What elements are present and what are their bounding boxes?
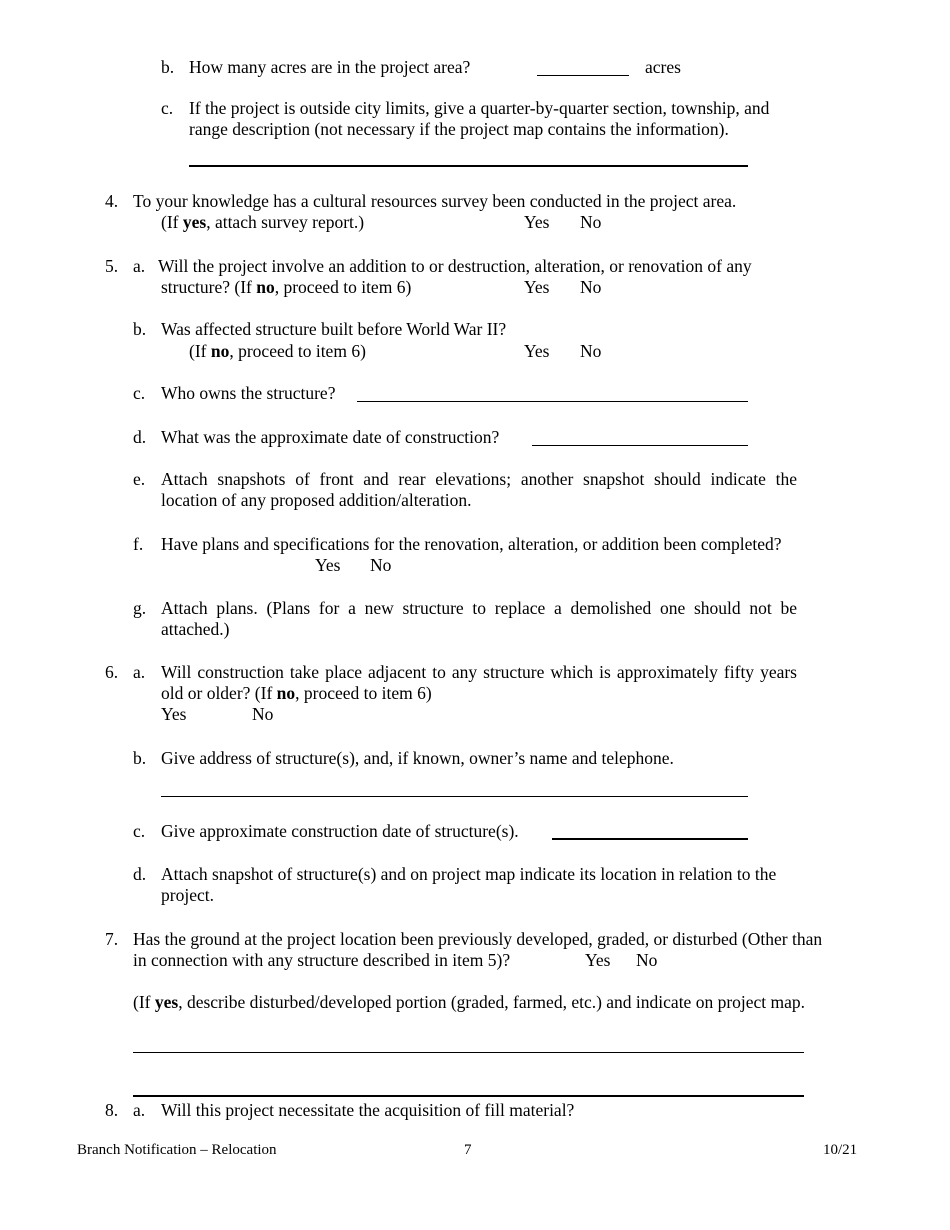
q5f-text: Have plans and specifications for the renovation, alteration, or addition been completed? [161,534,782,554]
footer-page-number: 7 [464,1142,472,1158]
q5f-yes-option[interactable]: Yes [315,555,341,575]
footer-date: 10/21 [823,1142,858,1158]
q7-note: (If yes, describe disturbed/developed portion (graded, farmed, etc.) and indicate on project map. [133,992,806,1012]
q5f-no-option[interactable]: No [370,555,392,575]
q3b-unit: acres [645,57,681,77]
q5d-marker: d. [133,427,147,447]
q5a-no-option[interactable]: No [580,277,602,297]
q4-number: 4. [105,191,119,211]
q7-line2: in connection with any structure described in item 5)? [133,950,511,970]
q5e-marker: e. [133,469,146,489]
q3c-text: If the project is outside city limits, give a quarter-by-quarter section, township, and range description (not necessary if the project map contains the information). [189,98,770,139]
q6c-marker: c. [133,821,146,841]
q7-answer-line-1[interactable] [133,1052,804,1053]
q5a-line2: structure? (If no, proceed to item 6) [161,277,412,297]
acres-field[interactable] [537,75,629,76]
q5b-no-option[interactable]: No [580,341,602,361]
q5b-line1: Was affected structure built before World War II? [161,319,507,339]
q7-yes-option[interactable]: Yes [585,950,611,970]
q3c-answer-line[interactable] [189,165,748,167]
q7-number: 7. [105,929,119,949]
q7-answer-line-2[interactable] [133,1095,804,1097]
q8a-text: Will this project necessitate the acquisition of fill material? [161,1100,575,1120]
q3c-marker: c. [161,98,174,118]
q6-number: 6. [105,662,119,682]
q4-no-option[interactable]: No [580,212,602,232]
q5b-line2: (If no, proceed to item 6) [189,341,366,361]
q8a-marker: a. [133,1100,146,1120]
q6a-yes-option[interactable]: Yes [161,704,187,724]
q4-text: To your knowledge has a cultural resources survey been conducted in the project area. [133,191,737,211]
q5g-marker: g. [133,598,147,618]
q6c-text: Give approximate construction date of structure(s). [161,821,519,841]
q5a-marker: a. [133,256,146,276]
q4-note: (If yes, attach survey report.) [161,212,365,232]
q8-number: 8. [105,1100,119,1120]
q3b-marker: b. [161,57,175,77]
q6d-marker: d. [133,864,147,884]
q5f-marker: f. [133,534,144,554]
q5c-marker: c. [133,383,146,403]
q5e-text: Attach snapshots of front and rear elevations; another snapshot should indicate the location of any proposed addition/alteration. [161,469,797,510]
q3b-text: How many acres are in the project area? [189,57,471,77]
construction-date-field[interactable] [532,445,748,446]
q6a-text: Will construction take place adjacent to any structure which is approximately fifty years old or older? (If no, proceed to item 6) [161,662,797,703]
q7-no-option[interactable]: No [636,950,658,970]
q5-number: 5. [105,256,119,276]
q5c-text: Who owns the structure? [161,383,336,403]
q5a-line1: Will the project involve an addition to or destruction, alteration, or renovation of any [158,256,752,276]
q5b-marker: b. [133,319,147,339]
q7-line1: Has the ground at the project location been previously developed, graded, or disturbed (Other than [133,929,823,949]
q6d-text: Attach snapshot of structure(s) and on project map indicate its location in relation to the project. [161,864,777,905]
owner-field[interactable] [357,401,748,402]
q4-yes-option[interactable]: Yes [524,212,550,232]
q6c-answer-line[interactable] [552,838,748,840]
q5b-yes-option[interactable]: Yes [524,341,550,361]
q6a-no-option[interactable]: No [252,704,274,724]
q6b-text: Give address of structure(s), and, if known, owner’s name and telephone. [161,748,674,768]
q6b-answer-line[interactable] [161,796,748,797]
q6a-marker: a. [133,662,146,682]
q5d-text: What was the approximate date of construction? [161,427,500,447]
footer-left: Branch Notification – Relocation [77,1142,277,1158]
q5g-text: Attach plans. (Plans for a new structure to replace a demolished one should not be attached.) [161,598,797,639]
q6b-marker: b. [133,748,147,768]
q5a-yes-option[interactable]: Yes [524,277,550,297]
